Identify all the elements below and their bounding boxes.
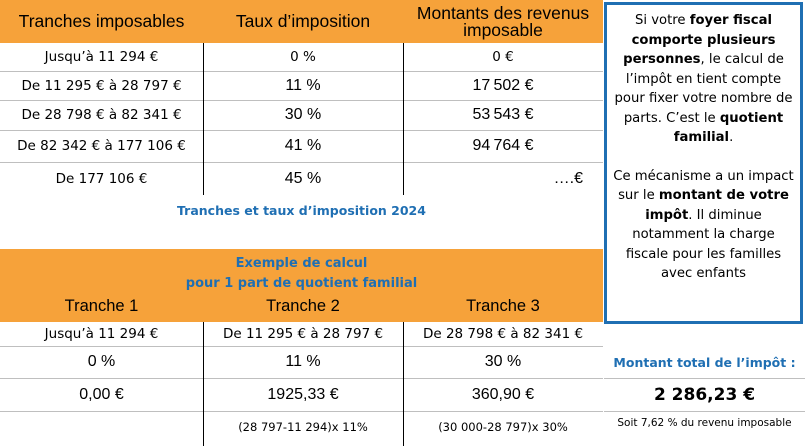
header-tranche-2: Tranche 2 <box>266 296 340 315</box>
tranche-cell: De 11 295 € à 28 797 € <box>21 77 182 94</box>
total-value: 2 286,23 € <box>653 384 756 405</box>
range-cell: Jusqu’à 11 294 € <box>44 326 159 342</box>
info-paragraph-2 <box>607 148 800 284</box>
rate-cell: 0 % <box>87 353 116 370</box>
total-label: Montant total de l’impôt : <box>613 354 796 370</box>
tranche-cell: De 82 342 € à 177 106 € <box>17 138 186 154</box>
info-text: Ce mécanisme a un impact sur le <box>613 168 794 203</box>
example-title-line2: pour 1 part de quotient familial <box>185 275 418 291</box>
montant-cell: 53 543 € <box>472 106 534 123</box>
amount-cell: 360,90 € <box>471 385 535 403</box>
tranche-cell: De 28 798 € à 82 341 € <box>21 107 182 123</box>
header-tranches: Tranches imposables <box>18 11 185 31</box>
info-text: . <box>729 130 734 145</box>
montant-cell: ….€ <box>553 169 583 187</box>
amount-cell: 1925,33 € <box>267 385 339 403</box>
info-text: . Il diminue notamment la charge fiscale pour les familles avec enfants <box>625 207 782 281</box>
example-title-line1: Exemple de calcul <box>235 255 368 271</box>
header-tranche-3: Tranche 3 <box>466 296 540 315</box>
montant-cell: 0 € <box>492 49 514 65</box>
tranche-cell: Jusqu’à 11 294 € <box>44 49 159 65</box>
taux-cell: 30 % <box>284 106 322 123</box>
taux-cell: 41 % <box>284 137 322 154</box>
formula-cell: (30 000-28 797)x 30% <box>438 419 568 434</box>
info-text-bold: foyer fiscal comporte plusieurs personnes <box>623 13 776 67</box>
info-box <box>604 2 803 324</box>
table-caption: Tranches et taux d’imposition 2024 <box>177 202 426 218</box>
formula-cell: (28 797-11 294)x 11% <box>238 419 368 434</box>
taux-cell: 11 % <box>285 76 321 94</box>
taux-cell: 0 % <box>290 49 316 65</box>
header-tranche-1: Tranche 1 <box>64 296 139 315</box>
info-text-bold: quotient familial <box>673 110 784 145</box>
info-text: Si votre <box>634 13 690 28</box>
info-paragraph-1 <box>607 5 800 148</box>
header-taux: Taux d’imposition <box>235 11 371 31</box>
montant-cell: 17 502 € <box>472 76 534 94</box>
range-cell: De 28 798 € à 82 341 € <box>422 326 584 342</box>
total-note: Soit 7,62 % du revenu imposable <box>617 417 792 429</box>
info-text-bold: montant de votre impôt <box>645 188 789 223</box>
amount-cell: 0,00 € <box>79 385 124 403</box>
rate-cell: 30 % <box>484 353 522 370</box>
header-montants: Montants des revenus imposable <box>416 2 590 40</box>
rate-cell: 11 % <box>285 353 321 370</box>
taux-cell: 45 % <box>284 169 322 187</box>
montant-cell: 94 764 € <box>472 137 534 154</box>
info-text: , le calcul de l’impôt en tient compte pour fixer votre nombre de parts. C’est le <box>614 52 793 126</box>
tranche-cell: De 177 106 € <box>55 170 148 187</box>
range-cell: De 11 295 € à 28 797 € <box>222 326 384 342</box>
